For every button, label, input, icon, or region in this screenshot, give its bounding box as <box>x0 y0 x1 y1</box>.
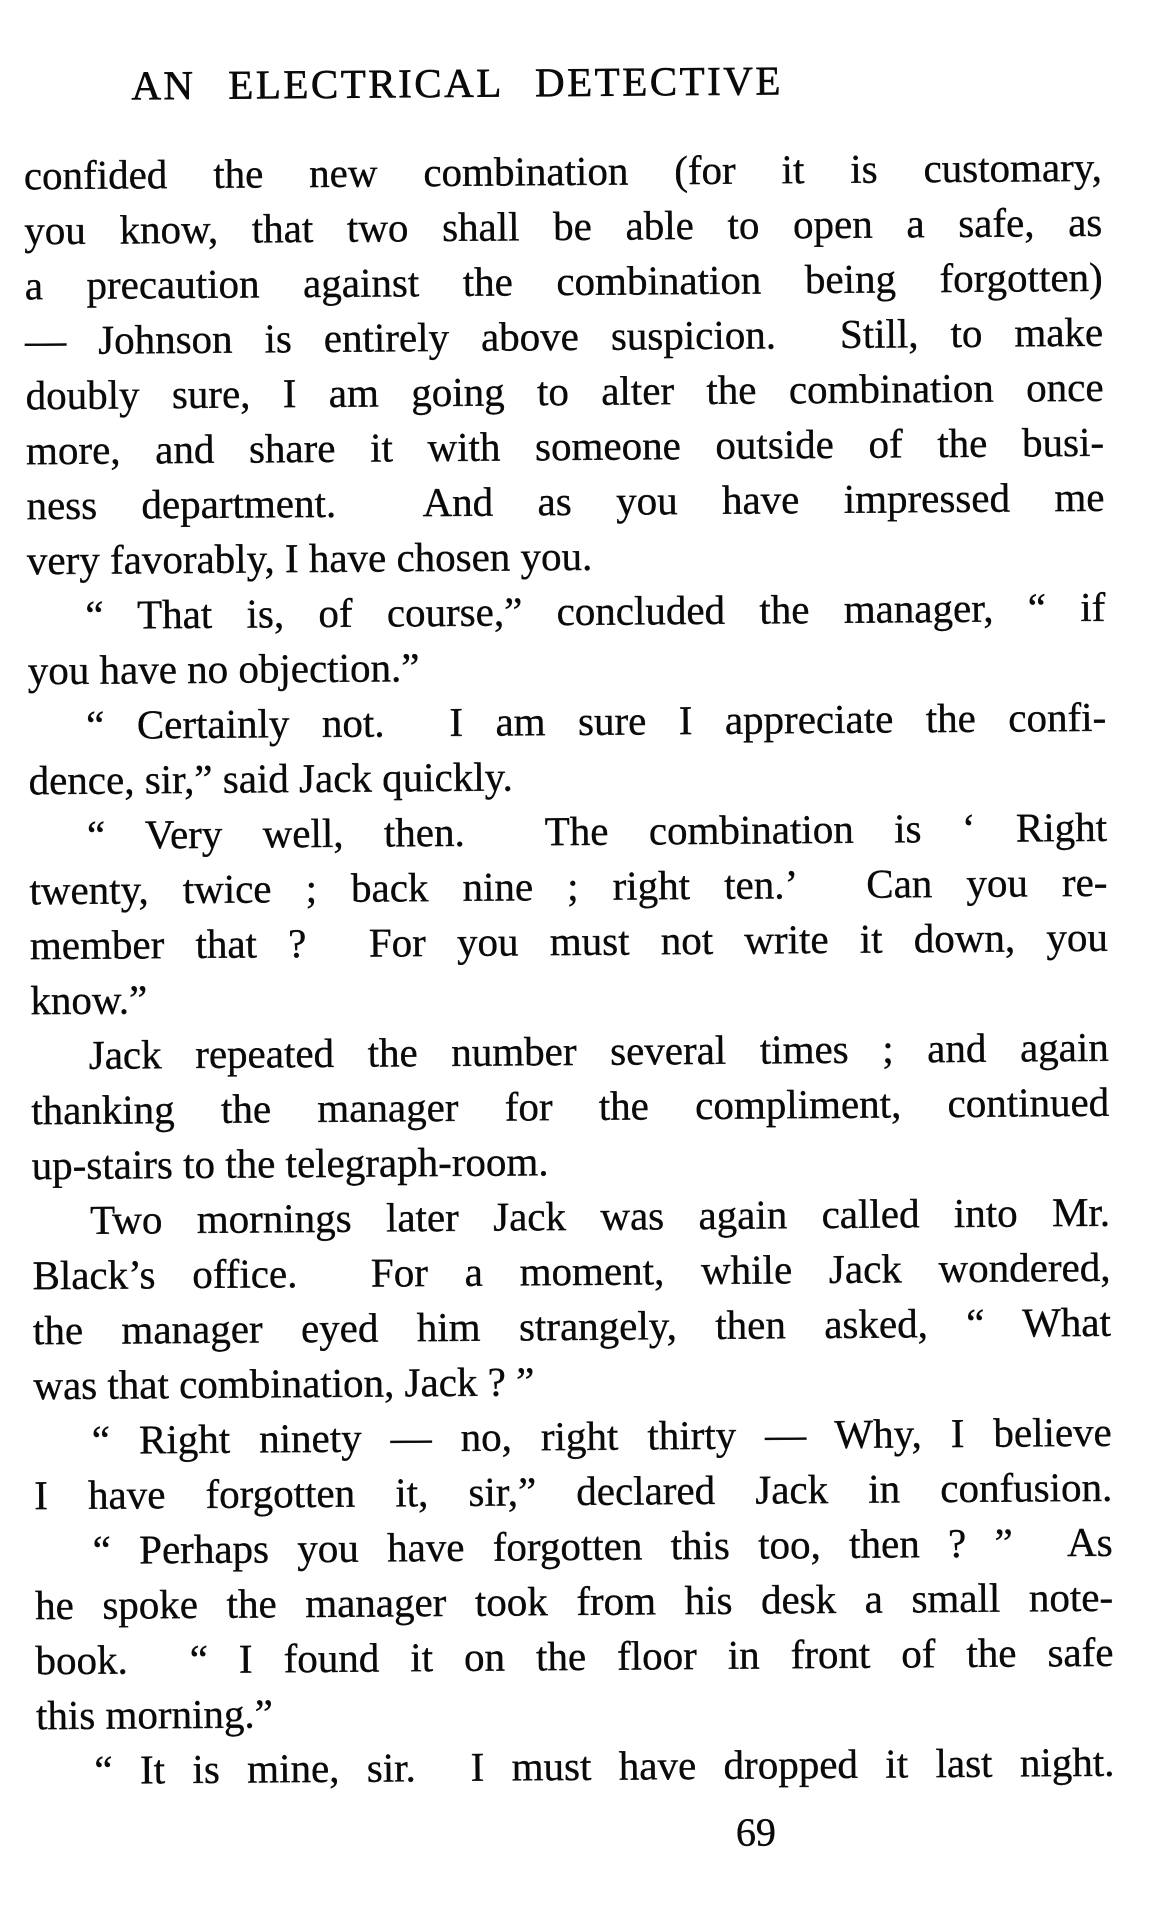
text-line: “ Right ninety — no, right thirty — Why, I believe <box>91 1408 1112 1463</box>
text-line: “ It is mine, sir. I must have dropped it last night. <box>94 1738 1115 1793</box>
text-line: “ Very well, then. The combination is ‘ Right <box>86 803 1108 858</box>
paragraph <box>24 140 1105 588</box>
text-line: a precaution against the combination being forgotten) <box>24 253 1103 309</box>
page-number: 69 <box>735 1809 777 1855</box>
text-line: ness department. And as you have impressed me <box>26 473 1105 529</box>
text-line: he spoke the manager took from his desk a small note- <box>34 1573 1114 1629</box>
running-head: AN ELECTRICAL DETECTIVE <box>131 57 784 109</box>
text-line: book. “ I found it on the floor in front of the safe <box>35 1628 1114 1684</box>
text-line: — Johnson is entirely above suspicion. Still, to make <box>24 308 1104 364</box>
text-line: dence, sir,” said Jack quickly. <box>28 753 513 804</box>
text-line: “ Perhaps you have forgotten this too, then ? ” As <box>92 1518 1113 1573</box>
paragraph <box>29 800 1109 1028</box>
text-line: member that ? For you must not write it down, you <box>29 913 1109 969</box>
text-line: thanking the manager for the compliment, continued <box>31 1078 1110 1134</box>
page-body <box>24 140 1115 1798</box>
text-line: very favorably, I have chosen you. <box>26 532 593 584</box>
text-line: was that combination, Jack ? ” <box>33 1358 535 1409</box>
text-line: up-stairs to the telegraph-room. <box>31 1138 549 1189</box>
text-line: Black’s office. For a moment, while Jack wondered, <box>32 1243 1111 1299</box>
paragraph <box>34 1515 1114 1743</box>
text-line: confided the new combination (for it is customary, <box>23 143 1103 199</box>
text-line: “ That is, of course,” concluded the manager, “ if <box>85 583 1106 638</box>
text-line: doubly sure, I am going to alter the combination once <box>25 363 1104 419</box>
text-line: Jack repeated the number several times ; and again <box>88 1023 1109 1078</box>
text-line: you have no objection.” <box>27 644 420 694</box>
text-line: you know, that two shall be able to open a safe, as <box>24 198 1103 254</box>
text-line: more, and share it with someone outside of the busi- <box>25 418 1105 474</box>
text-line: Two mornings later Jack was again called into Mr. <box>89 1188 1111 1243</box>
paragraph <box>34 1405 1113 1523</box>
text-line: “ Certainly not. I am sure I appreciate the confi- <box>85 693 1107 748</box>
text-line: twenty, twice ; back nine ; right ten.’ Can you re- <box>29 858 1108 914</box>
text-line: this morning.” <box>35 1690 274 1739</box>
text-line: I have forgotten it, sir,” declared Jack in confusion. <box>34 1463 1113 1519</box>
paragraph <box>28 690 1107 808</box>
paragraph <box>36 1735 1114 1798</box>
paragraph <box>27 580 1106 698</box>
paragraph <box>32 1185 1112 1413</box>
text-line: know.” <box>30 976 148 1024</box>
paragraph <box>31 1020 1110 1193</box>
text-line: the manager eyed him strangely, then asked, “ What <box>32 1298 1112 1354</box>
